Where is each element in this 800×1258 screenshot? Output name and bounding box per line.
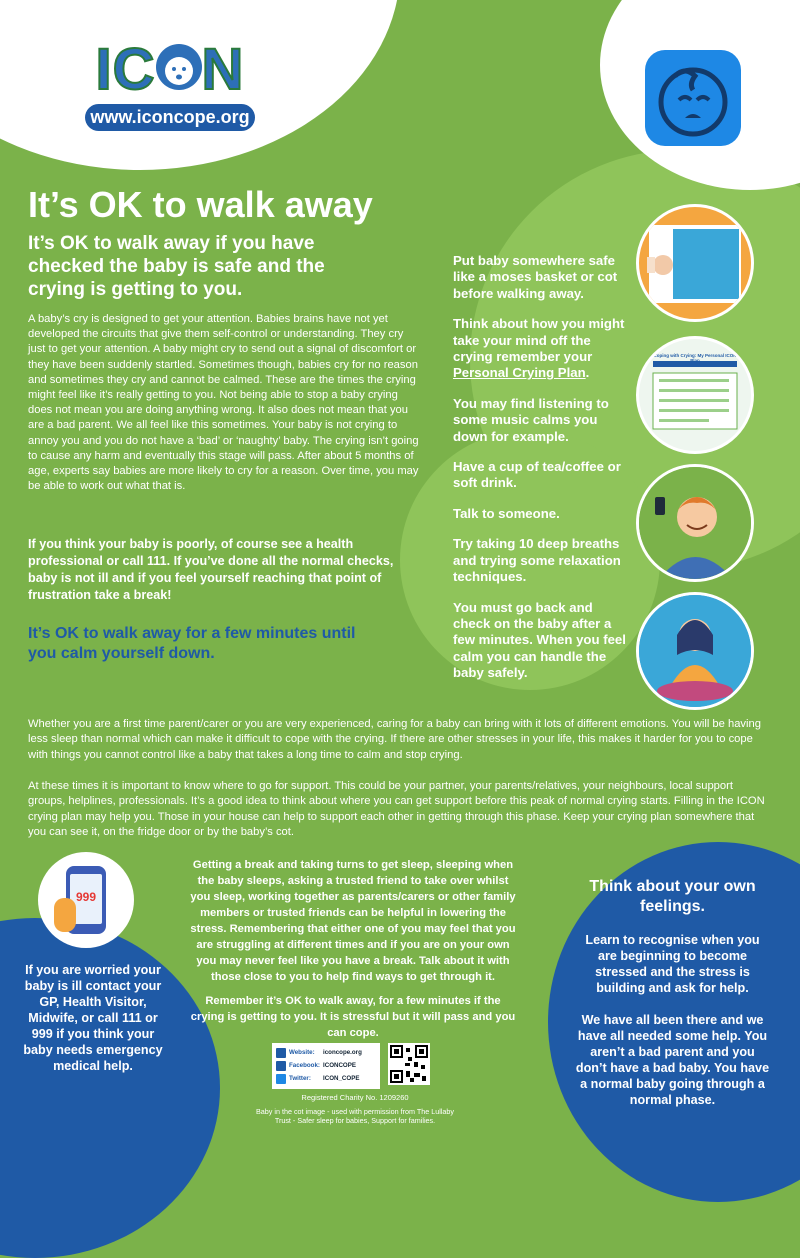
crying-plan-thumbnail [636,336,754,454]
tip-drink: Have a cup of tea/coffee or soft drink. [453,459,621,491]
website-icon [276,1048,286,1058]
baby-in-cot-image [636,204,754,322]
tip-music: You may find listening to some music calms you down for example. [453,395,609,444]
facebook-icon [276,1061,286,1071]
intro-paragraph: A baby’s cry is designed to get your attention. Babies brains have not yet developed the circuits that give them self-control or understanding. They cry just to get your attention. A baby might cry to send out a signal of discomfort or they have been suddenly startled. Sometimes though, babies cry for no reason and sometimes they cry and cannot be calmed. These are the times the crying might feel like it’s really getting to you. Not being able to stop a baby crying does not mean you are doing anything wrong. It also does not mean that you are a bad parent. We all feel like this sometimes. Your baby is not crying to annoy you and you do not have a ‘bad’ or ‘naughty’ baby. The crying isn’t going to cause any harm and eventually this stage will pass. After about 5 months of age, experts say babies are more likely to cry for a reason. Over time, you may be able to work out what that is. [28,313,419,493]
worried-text: If you are worried your baby is ill contact your GP, Health Visitor, Midwife, or call 111 or 999 if you think your baby needs emergency medical help. [23,963,163,1073]
man-listening-music-image [636,464,754,582]
facebook-row[interactable]: Facebook: ICONCOPE [276,1059,376,1072]
crying-baby-app-icon [645,50,741,146]
remember-paragraph: Remember it’s OK to walk away, for a few minutes if the crying is getting to you. It is stressful but it will pass and you can cope. [190,995,516,1039]
crying-plan-link[interactable]: Personal Crying Plan [453,365,586,381]
walk-away-callout: It’s OK to walk away for a few minutes until you calm yourself down. [28,625,356,662]
image-credit: Baby in the cot image - used with permission from The Lullaby Trust - Safer sleep for babies, Support for families. [255,1107,455,1125]
woman-meditating-image [636,592,754,710]
baby-face-icon [156,44,202,90]
qr-code[interactable] [388,1043,430,1085]
logo-wordmark: IC N [95,37,245,102]
tips-list [453,253,633,696]
tip-breathe: Try taking 10 deep breaths and trying some relaxation techniques. [453,536,621,585]
subheading: It’s OK to walk away if you have checked the baby is safe and the crying is getting to you. [28,233,325,300]
thumbnail-title: Coping with Crying: My Personal ICON Plan [653,353,737,363]
icon-logo[interactable] [85,37,255,131]
hand-icon [54,898,76,932]
page-title: It’s OK to walk away [28,184,373,225]
tip-talk: Talk to someone. [453,505,560,521]
phone-icon: 999 [66,866,106,934]
website-url[interactable]: www.iconcope.org [85,104,255,131]
support-paragraph: At these times it is important to know where to go for support. This could be your partner, your parents/relatives, your neighbours, local support groups, helplines, professionals. It’s a good idea to think about where you can get support before this peak of normal crying starts. Filling in the ICON crying plan may help you. Those in your house can help to support each other in getting through this phase. Keep your crying plan somewhere that you can see it, on the fridge door or by the baby’s cot. [28,780,765,839]
feelings-title: Think about your own feelings. [589,878,756,915]
poorly-paragraph: If you think your baby is poorly, of course see a health professional or call 111. If you’ve done all the normal checks, baby is not ill and if you feel yourself reaching that point of frustration take a break! [28,537,394,602]
break-paragraph: Getting a break and taking turns to get sleep, sleeping when the baby sleeps, asking a trusted friend to take over whilst you sleep, working together as parents/carers or other family members or trusted friends can be helpful in lowering the stress. Remembering that either one of you may feel that you are struggling at different times and if you are on your own you may never feel like you have a break. Talk about it with those close to you to help find ways to get through it. [190,859,516,983]
website-row[interactable]: Website: iconcope.org [276,1046,376,1059]
tip-return: You must go back and check on the baby after a few minutes. When you feel calm you can handle the baby safely. [453,599,626,681]
twitter-row[interactable]: Twitter: ICON_COPE [276,1072,376,1085]
feelings-text-1: Learn to recognise when you are beginning to become stressed and the stress is building and ask for help. [585,933,760,995]
tip-plan: Think about how you might take your mind off the crying remember your Personal Crying Plan. [453,316,625,381]
emotions-paragraph: Whether you are a first time parent/carer or you are very experienced, caring for a baby can bring with it lots of different emotions. You will be having less sleep than normal which can make it difficult to cope with the crying. If there are other stresses in your life, this makes it harder for you to cope with things you cannot control like a baby that takes a long time to calm and stop crying. [28,718,761,761]
feelings-text-2: We have all been there and we have all needed some help. You aren’t a bad parent and you don’t have a bad baby. You have a normal baby going through a normal phase. [575,1013,770,1107]
tip-cot: Put baby somewhere safe like a moses basket or cot before walking away. [453,253,618,301]
charity-number: Registered Charity No. 1209260 [301,1093,409,1102]
contact-box [272,1043,380,1089]
twitter-icon [276,1074,286,1084]
phone-999-image [38,852,134,948]
